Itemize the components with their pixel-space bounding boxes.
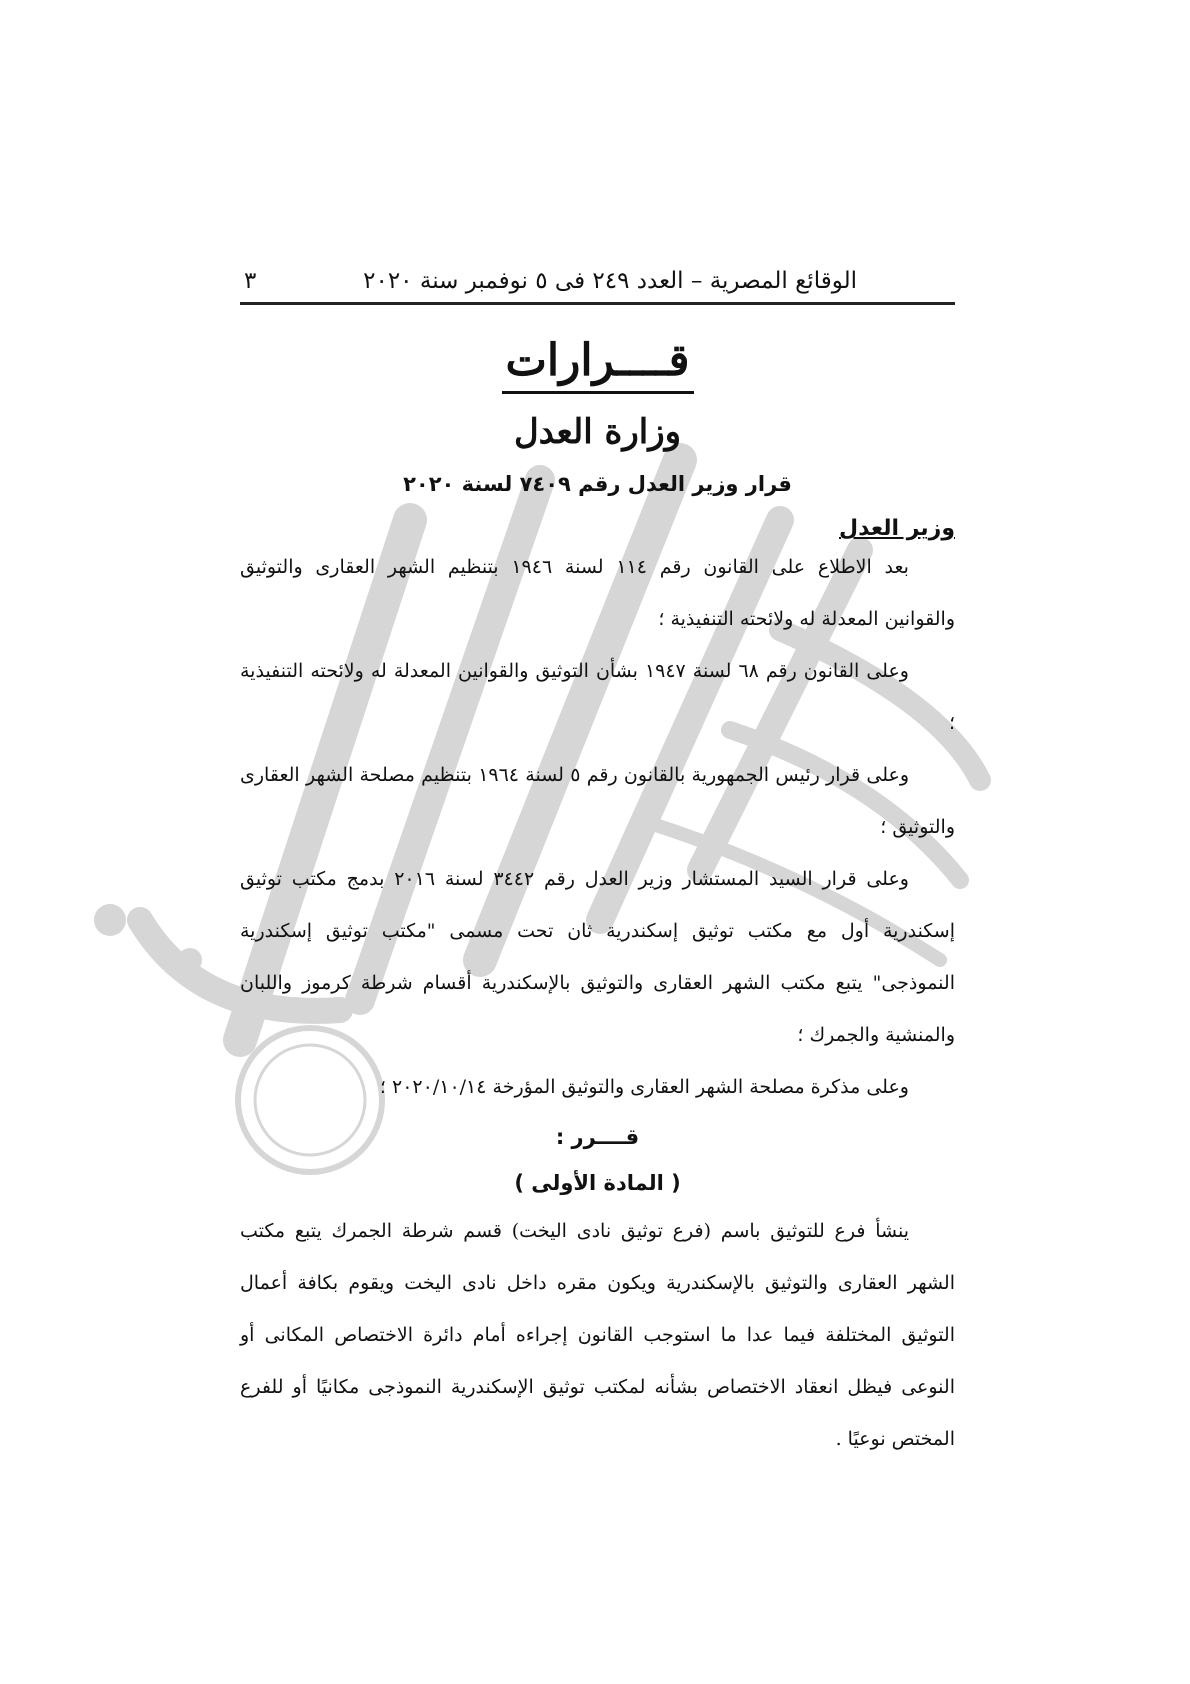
decree-title: قرار وزير العدل رقم ٧٤٠٩ لسنة ٢٠٢٠ (403, 472, 792, 497)
gazette-page (240, 268, 955, 1465)
ministry-name: وزارة العدل (513, 412, 682, 453)
preamble-paragraph: بعد الاطلاع على القانون رقم ١١٤ لسنة ١٩٤٦ بتنظيم الشهر العقارى والتوثيق والقوانين المعدلة له ولائحته التنفيذية ؛ (240, 556, 955, 631)
page-number: ٣ (244, 268, 257, 294)
preamble-paragraph: وعلى قرار رئيس الجمهورية بالقانون رقم ٥ لسنة ١٩٦٤ بتنظيم مصلحة الشهر العقارى والتوثيق ؛ (240, 764, 955, 839)
minister-heading: وزير العدل (839, 516, 955, 542)
article-title: ( المادة الأولى ) (514, 1171, 681, 1196)
preamble-paragraph: وعلى القانون رقم ٦٨ لسنة ١٩٤٧ بشأن التوثيق والقوانين المعدلة له ولائحته التنفيذية ؛ (240, 660, 955, 735)
section-title: قــــرارات (240, 337, 955, 394)
article-text: ينشأ فرع للتوثيق باسم (فرع توثيق نادى اليخت) قسم شرطة الجمرك يتبع مكتب الشهر العقارى والتوثيق بالإسكندرية ويكون مقره داخل نادى اليخت ويقوم بكافة أعمال التوثيق المختلفة فيما عدا ما استوجب القانون إجراءه أمام دائرة الاختصاص المكانى أو النوعى فيظل انعقاد الاختصاص بشأنه لمكتب توثيق الإسكندرية النموذجى مكانيًا أو للفرع المختص نوعيًا . (240, 1220, 955, 1451)
page-header (240, 268, 955, 305)
preamble-paragraph: وعلى قرار السيد المستشار وزير العدل رقم ٣٤٤٢ لسنة ٢٠١٦ بدمج مكتب توثيق إسكندرية أول مع مكتب توثيق إسكندرية ثان تحت مسمى "مكتب توثيق إسكندرية النموذجى" يتبع مكتب الشهر العقارى والتوثيق بالإسكندرية أقسام شرطة كرموز واللبان والمنشية والجمرك ؛ (240, 868, 955, 1047)
decided-heading: قــــرر : (555, 1125, 640, 1150)
header-title: الوقائع المصرية – العدد ٢٤٩ فى ٥ نوفمبر سنة ٢٠٢٠ (363, 268, 857, 294)
preamble-paragraph: وعلى مذكرة مصلحة الشهر العقارى والتوثيق المؤرخة ٢٠٢٠/١٠/١٤ ؛ (379, 1076, 909, 1099)
